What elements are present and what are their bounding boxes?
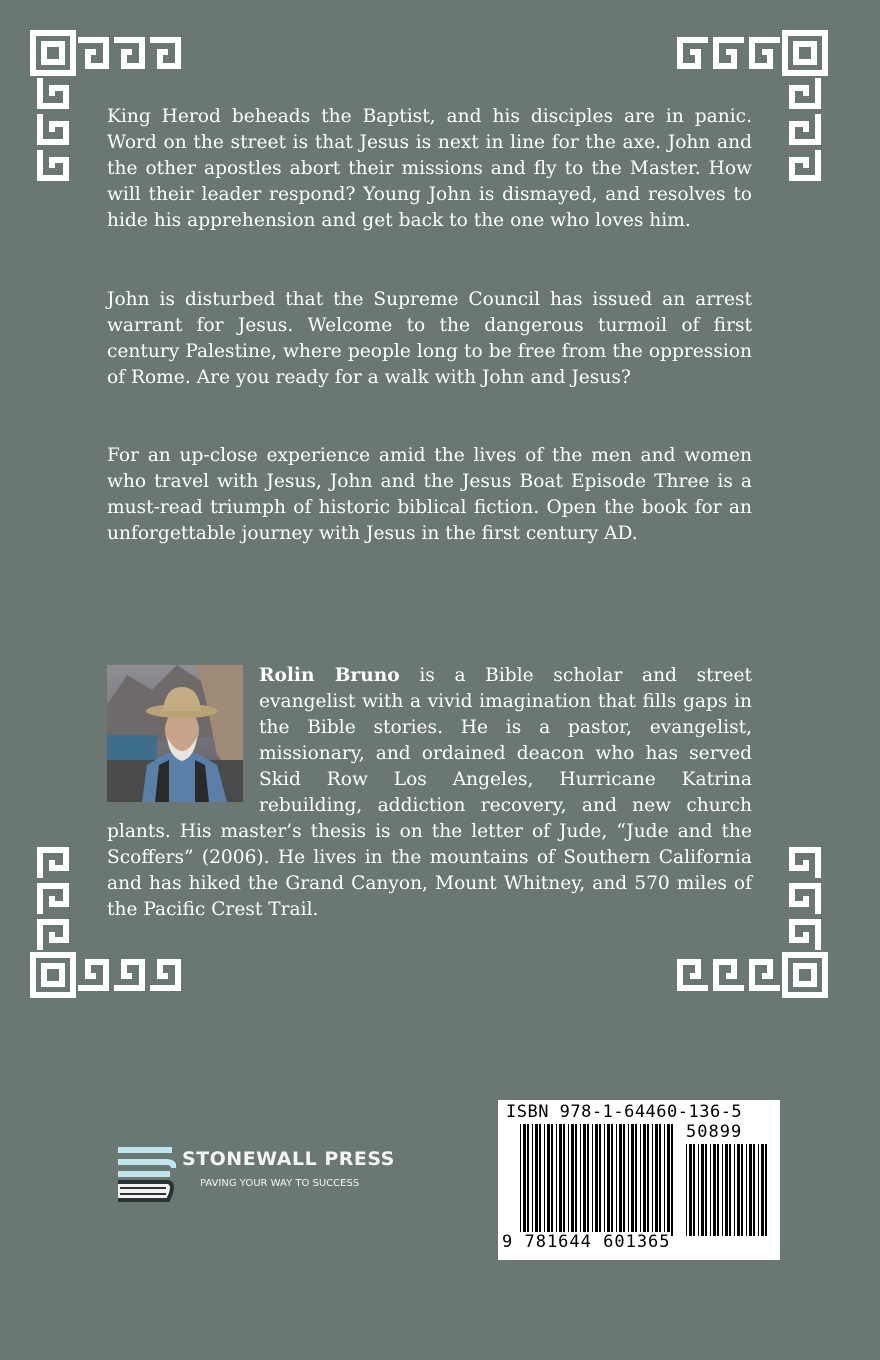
barcode-bar [693, 1144, 695, 1236]
barcode-bar [583, 1124, 586, 1236]
barcode-bar [765, 1144, 767, 1236]
isbn-barcode [498, 1100, 780, 1260]
barcode-bar [640, 1124, 641, 1236]
barcode-bar [713, 1144, 716, 1236]
barcode-bar [575, 1124, 577, 1236]
barcode-bar [592, 1124, 593, 1236]
barcode-bar [753, 1144, 755, 1236]
barcode-bar [734, 1144, 735, 1236]
barcode-bar [520, 1124, 521, 1236]
barcode-bar [628, 1124, 629, 1236]
barcode-bar [698, 1144, 699, 1236]
barcode-bar [761, 1144, 764, 1236]
addon-barcode-bars [686, 1144, 772, 1236]
price-code: 50899 [686, 1122, 743, 1142]
barcode-bar [556, 1124, 557, 1236]
barcode-bar [725, 1144, 728, 1236]
barcode-bar [686, 1144, 687, 1236]
barcode-bar [551, 1124, 553, 1236]
barcode-bar [587, 1124, 589, 1236]
barcode-bar [527, 1124, 529, 1236]
barcode-bar [595, 1124, 598, 1236]
barcode-bar [544, 1124, 545, 1236]
barcode-bar [623, 1124, 625, 1236]
publisher-tagline: PAVING YOUR WAY TO SUCCESS [200, 1178, 360, 1189]
barcode-bar [607, 1124, 610, 1236]
barcode-bar [532, 1124, 533, 1236]
barcode-bar [741, 1144, 743, 1236]
barcode-bar [652, 1124, 653, 1236]
barcode-bar [710, 1144, 711, 1236]
barcode-bar [604, 1124, 605, 1236]
barcode-bar [571, 1124, 574, 1236]
barcode-bar [635, 1124, 637, 1236]
blurb-paragraph-3: For an up-close experience amid the lives of the men and women who travel with Jesus, John and the Jesus Boat Episode Three is a must-read triumph of historic biblical fiction. Open the book for an unforgettable journey with Jesus in the first century AD. [107, 445, 752, 544]
barcode-bar [659, 1124, 661, 1236]
barcode-bar [539, 1124, 541, 1236]
barcode-bar [746, 1144, 747, 1236]
ean-barcode-bars [520, 1124, 678, 1236]
barcode-bar [647, 1124, 649, 1236]
barcode-bar [749, 1144, 752, 1236]
barcode-bar [611, 1124, 613, 1236]
barcode-bar [737, 1144, 740, 1236]
barcode-bar [619, 1124, 622, 1236]
barcode-bar [729, 1144, 731, 1236]
barcode-bar [717, 1144, 719, 1236]
barcode-bar [722, 1144, 723, 1236]
author-bio-text: is a Bible scholar and street evangelist with a vivid imagination that fills gaps in the Bible stories. He is a pastor, evangelist, missionary, and ordained deacon who has served Skid Row Los Angeles, Hurricane Katrina rebuilding, addiction recovery, and new church plants. His master’s thesis is on the letter of Jude, “Jude and the Scoffers” (2006). He lives in the mountains of Southern California and has hiked the Grand Canyon, Mount Whitney, and 570 miles of the Pacific Crest Trail. [107, 665, 752, 920]
author-photo [107, 665, 243, 802]
barcode-bar [655, 1124, 658, 1236]
author-name: Rolin Bruno [259, 665, 400, 686]
barcode-bar [631, 1124, 634, 1236]
barcode-bar [580, 1124, 581, 1236]
barcode-bar [547, 1124, 550, 1236]
barcode-bar [689, 1144, 692, 1236]
blurb-paragraph-2: John is disturbed that the Supreme Council has issued an arrest warrant for Jesus. Welcome to the dangerous turmoil of first century Palestine, where people long to be free from the oppression of Rome. Are you ready for a walk with John and Jesus? [107, 289, 752, 388]
publisher-logo [114, 1144, 394, 1204]
barcode-bar [523, 1124, 526, 1236]
barcode-bar [616, 1124, 617, 1236]
barcode-bar [535, 1124, 538, 1236]
barcode-bar [701, 1144, 704, 1236]
barcode-bar [643, 1124, 646, 1236]
barcode-bar [758, 1144, 759, 1236]
barcode-bar [705, 1144, 707, 1236]
stonewall-book-icon [114, 1144, 176, 1202]
barcode-bar [664, 1124, 665, 1236]
ean-digits: 9 781644 601365 [502, 1232, 671, 1252]
blurb-paragraph-1: King Herod beheads the Baptist, and his disciples are in panic. Word on the street is that Jesus is next in line for the axe. John and the other apostles abort their missions and fly to the Master. How will their leader respond? Young John is dismayed, and resolves to hide his apprehension and get back to the one who loves him. [107, 106, 752, 231]
barcode-bar [563, 1124, 565, 1236]
barcode-bar [667, 1124, 670, 1236]
barcode-bar [559, 1124, 562, 1236]
barcode-bar [671, 1124, 673, 1236]
author-bio [107, 663, 752, 923]
barcode-bar [568, 1124, 569, 1236]
publisher-name: STONEWALL PRESS [182, 1148, 395, 1170]
isbn-label: ISBN 978-1-64460-136-5 [506, 1102, 743, 1122]
barcode-bar [599, 1124, 601, 1236]
